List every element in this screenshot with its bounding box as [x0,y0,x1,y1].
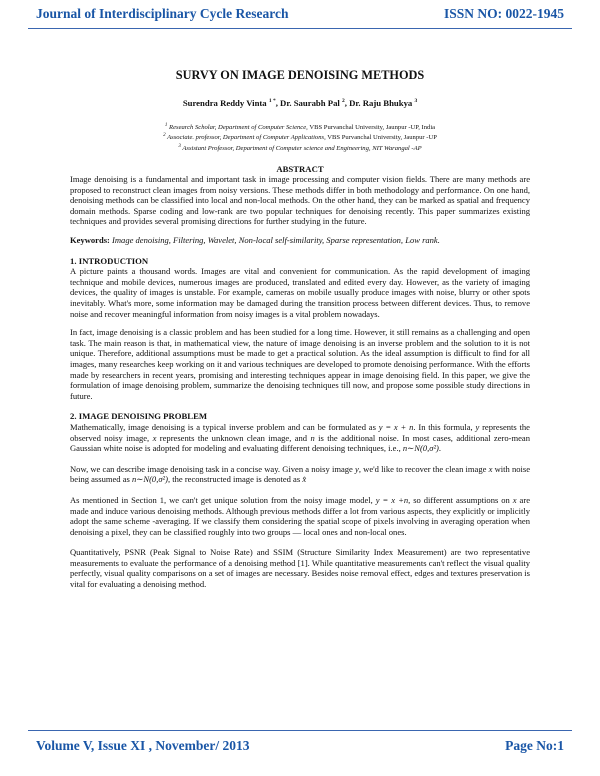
header-divider [28,28,572,29]
problem-paragraph-2: Now, we can describe image denoising task in a concise way. Given a noisy image y, we'd like to recover the clean image x with noise being assumed as n∼N(0,σ²), the reconstructed image is denoted as x̂ [70,463,530,485]
section-1-heading: 1. INTRODUCTION [70,255,149,266]
affiliations [70,122,530,153]
footer-divider [28,730,572,731]
affiliation-1: $^1$ Research Scholar, Department of Computer Science, VBS Purvanchal University, Jaunpur -UP, India [164,122,436,132]
problem-paragraph-4: Quantitatively, PSNR (Peak Signal to Noise Rate) and SSIM (Structure Similarity Index Measurement) are two representative measurements to evaluate the performance of a denoising method [1]. While quantitative measurements can't reflect the visual quality perfectly, visual quality comparisons on a set of images are necessary. Besides noise removal effect, edges and textures preservation is vital for evaluating a denoising method. [70,547,530,590]
author-2: , Dr. Saurabh Pal [275,97,340,108]
paper-title: SURVY ON IMAGE DENOISING METHODS [175,68,425,82]
author-1-sup: 1 * [268,98,276,104]
author-3: , Dr. Raju Bhukya [344,97,413,108]
equation-model: y = x + n [378,421,414,432]
abstract-heading: ABSTRACT [276,164,324,175]
keywords [70,235,530,246]
journal-header [36,6,564,26]
journal-name: Journal of Interdisciplinary Cycle Research [36,6,289,21]
author-line [70,96,530,109]
volume-issue: Volume V, Issue XI , November/ 2013 [36,738,250,753]
section-2-heading: 2. IMAGE DENOISING PROBLEM [70,411,208,422]
author-3-sup: 3 [414,98,418,104]
author-1: Surendra Reddy Vinta [182,97,267,108]
affiliation-2: $^2$ Associate. professor, Department of Computer Applications, VBS Purvanchal University, Jaunpur -UP [163,133,437,142]
paper-body [70,68,530,590]
equation-noise: n∼N(0,σ²) [402,443,439,454]
page-number: Page No:1 [505,738,564,753]
affiliation-3: $^3$ Assistant Professor, Department of Computer science and Engineering, NIT Warangal -AP [178,143,422,152]
problem-paragraph-1: Mathematically, image denoising is a typical inverse problem and can be formulated as y = x + n. In this formula, y represents the observed noisy image, x represents the unknown clean image, and n is the additional noise. In most cases, additional zero-mean Gaussian white noise is adopted for modeling and evaluating different denoising techniques, i.e., n∼N(0,σ²). [70,421,530,454]
abstract-text: Image denoising is a fundamental and important task in image processing and computer vision fields. There are many methods are proposed to reconstruct clean images from noisy versions. These methods differ in both methodology and performance. On one hand, denoising methods can be classified into local and non-local methods. On the other hand, they can be marked as spatial and frequency domain methods. Sparse coding and low-rank are two popular techniques for denoising recently. This paper summarizes existing techniques and provides several promising directions for further studying in the future. [70,174,530,227]
journal-footer [36,738,564,758]
intro-paragraph-1: A picture paints a thousand words. Images are vital and convenient for communication. As the rapid development of imaging technique and mobile devices, numerous images are produced, translated and edited every day. However, as the variety of imaging devices, the quality of images is unstable. For example, cameras on mobile usually produce images with noise, blurry or other spots inevitably. What's more, some information may be damaged during the transition process between different devices. Thus, to remove noise and recover meaningful information from noisy images is a vital problem nowadays. [70,266,530,319]
problem-paragraph-3: As mentioned in Section 1, we can't get unique solution from the noisy image model, y = x +n, so different assumptions on x are made and induce various denoising methods. Although previous methods differ a lot from various aspects, they explicitly or implicitly adopt the same scheme -averaging. If we classify them considering the spatial scope of pixels involving in averaging operation when denoising a pixel, they can be classified roughly into two groups — local ones and non-local ones. [70,494,530,537]
keywords-label: Keywords: [70,235,110,246]
keywords-list: Image denoising, Filtering, Wavelet, Non-local self-similarity, Sparse representation, Low rank. [112,235,440,246]
author-2-sup: 2 [342,98,345,104]
issn-number: ISSN NO: 0022-1945 [443,6,564,21]
intro-paragraph-2: In fact, image denoising is a classic problem and has been studied for a long time. However, it still remains as a challenging and open task. The main reason is that, in mathematical view, the nature of image denoising is an inverse problem and the solution to it is not unique. Therefore, additional assumptions must be made to get a practical solution. As the ideal assumption is difficult to find for all images, many researches keep working on it and various techniques are developed to promote denoising performance. With the efforts made by researchers in recent years, promising and interesting techniques appear in image denoising field. In this paper, we give the formulation of image denoising problem, summarize the denoising techniques till now, and propose some possible study directions in future. [70,327,530,401]
